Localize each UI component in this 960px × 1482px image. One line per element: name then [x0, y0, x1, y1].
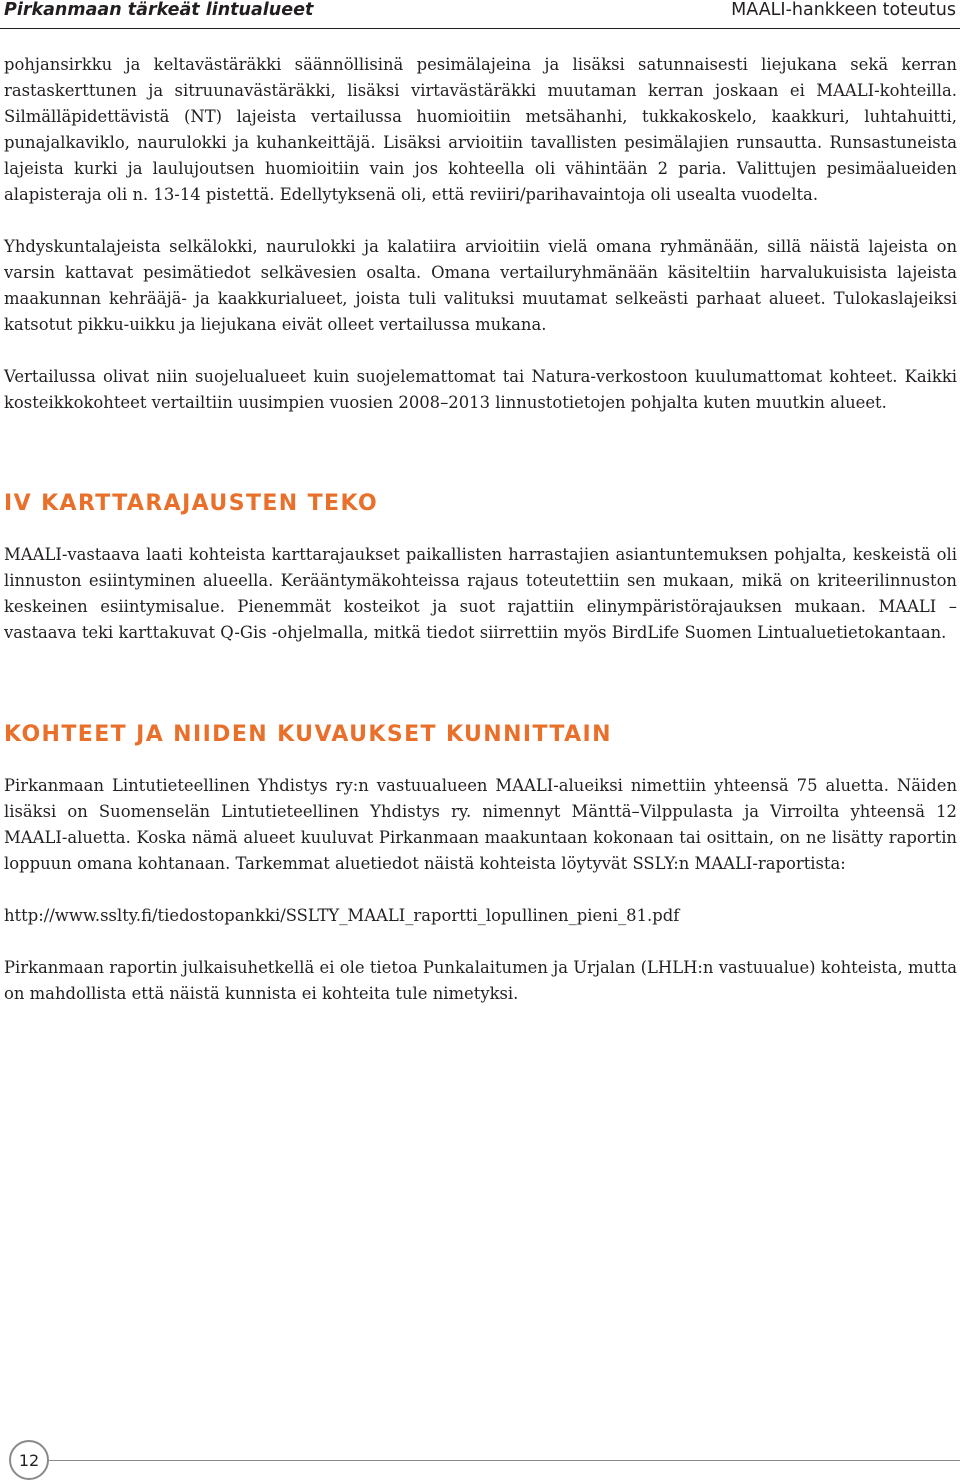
footer-rule [49, 1460, 960, 1461]
page-header [0, 0, 960, 36]
paragraph-comparison-scope: Vertailussa olivat niin suojelualueet kuin suojelemattomat tai Natura-verkostoon kuulumattomat kohteet. Kaikki kosteikkokohteet vertailtiin uusimpien vuosien 2008–2013 linnustotietojen pohjalta kuten muutkin alueet. [4, 367, 957, 412]
document-title: Pirkanmaan tärkeät lintualueet [4, 0, 314, 20]
page-number: 12 [9, 1440, 49, 1480]
heading-sites-by-municipality: KOHTEET JA NIIDEN KUVAUKSET KUNNITTAIN [4, 722, 612, 747]
section-title: MAALI-hankkeen toteutus [731, 0, 956, 20]
paragraph-map-boundaries: MAALI-vastaava laati kohteista karttarajaukset paikallisten harrastajien asiantuntemuksen pohjalta, keskeistä oli linnuston esiintyminen alueella. Kerääntymäkohteissa rajaus toteutettiin sen mukaan, mikä on kriteerilinnuston keskeinen esiintymisalue. Pienemmät kosteikot ja suot rajattiin elinympäristörajauksen mukaan. MAALI – vastaava teki karttakuvat Q-Gis -ohjelmalla, mitkä tiedot siirrettiin myös BirdLife Suomen Lintualuetietokantaan. [4, 545, 957, 642]
report-url-link[interactable]: http://www.sslty.fi/tiedostopankki/SSLTY_MAALI_raportti_lopullinen_pieni_81.pdf [4, 906, 680, 925]
paragraph-colony-species: Yhdyskuntalajeista selkälokki, naurulokki ja kalatiira arvioitiin vielä omana ryhmänään, sillä näistä lajeista on varsin kattavat pesimätiedot selkävesien osalta. Omana vertailuryhmänään käsiteltiin harvalukuisista lajeista maakunnan kehrääjä- ja kaakkurialueet, joista tuli valituksi muutamat selkeästi parhaat alueet. Tulokaslajeiksi katsotut pikku-uikku ja liejukana eivät olleet vertailussa mukana. [4, 237, 957, 334]
paragraph-missing-data: Pirkanmaan raportin julkaisuhetkellä ei ole tietoa Punkalaitumen ja Urjalan (LHLH:n vastuualue) kohteista, mutta on mahdollista että näistä kunnista ei kohteita tule nimetyksi. [4, 958, 957, 1003]
paragraph-species-criteria: pohjansirkku ja keltavästäräkki säännöllisinä pesimälajeina ja lisäksi satunnaisesti liejukana sekä kerran rastaskerttunen ja sitruunavästäräkki, lisäksi virtavästäräkki muutaman kerran joskaan ei MAALI-kohteilla. Silmälläpidettävistä (NT) lajeista vertailussa huomioitiin metsähanhi, tukkakoskelo, kaakkuri, luhtahuitti, punajalkaviklo, naurulokki ja kuhankeittäjä. Lisäksi arvioitiin tavallisten pesimälajien runsautta. Runsastuneista lajeista kurki ja laulujoutsen huomioitiin vain jos kohteella oli vähintään 2 paria. Valittujen pesimäalueiden alapisteraja oli n. 13-14 pistettä. Edellytyksenä oli, että reviiri/parihavaintoja oli usealta vuodelta. [4, 55, 957, 204]
header-divider [0, 28, 960, 29]
page-body [4, 52, 957, 1007]
paragraph-site-counts: Pirkanmaan Lintutieteellinen Yhdistys ry:n vastuualueen MAALI-alueiksi nimettiin yhteensä 75 aluetta. Näiden lisäksi on Suomenselän Lintutieteellinen Yhdistys ry. nimennyt Mänttä–Vilppulasta ja Virroilta yhteensä 12 MAALI-aluetta. Koska nämä alueet kuuluvat Pirkanmaan maakuntaan kokonaan tai osittain, on ne lisätty raportin loppuun omana kohtanaan. Tarkemmat aluetiedot näistä kohteista löytyvät SSLY:n MAALI-raportista: [4, 776, 957, 873]
heading-map-boundaries: IV KARTTARAJAUSTEN TEKO [4, 491, 379, 516]
